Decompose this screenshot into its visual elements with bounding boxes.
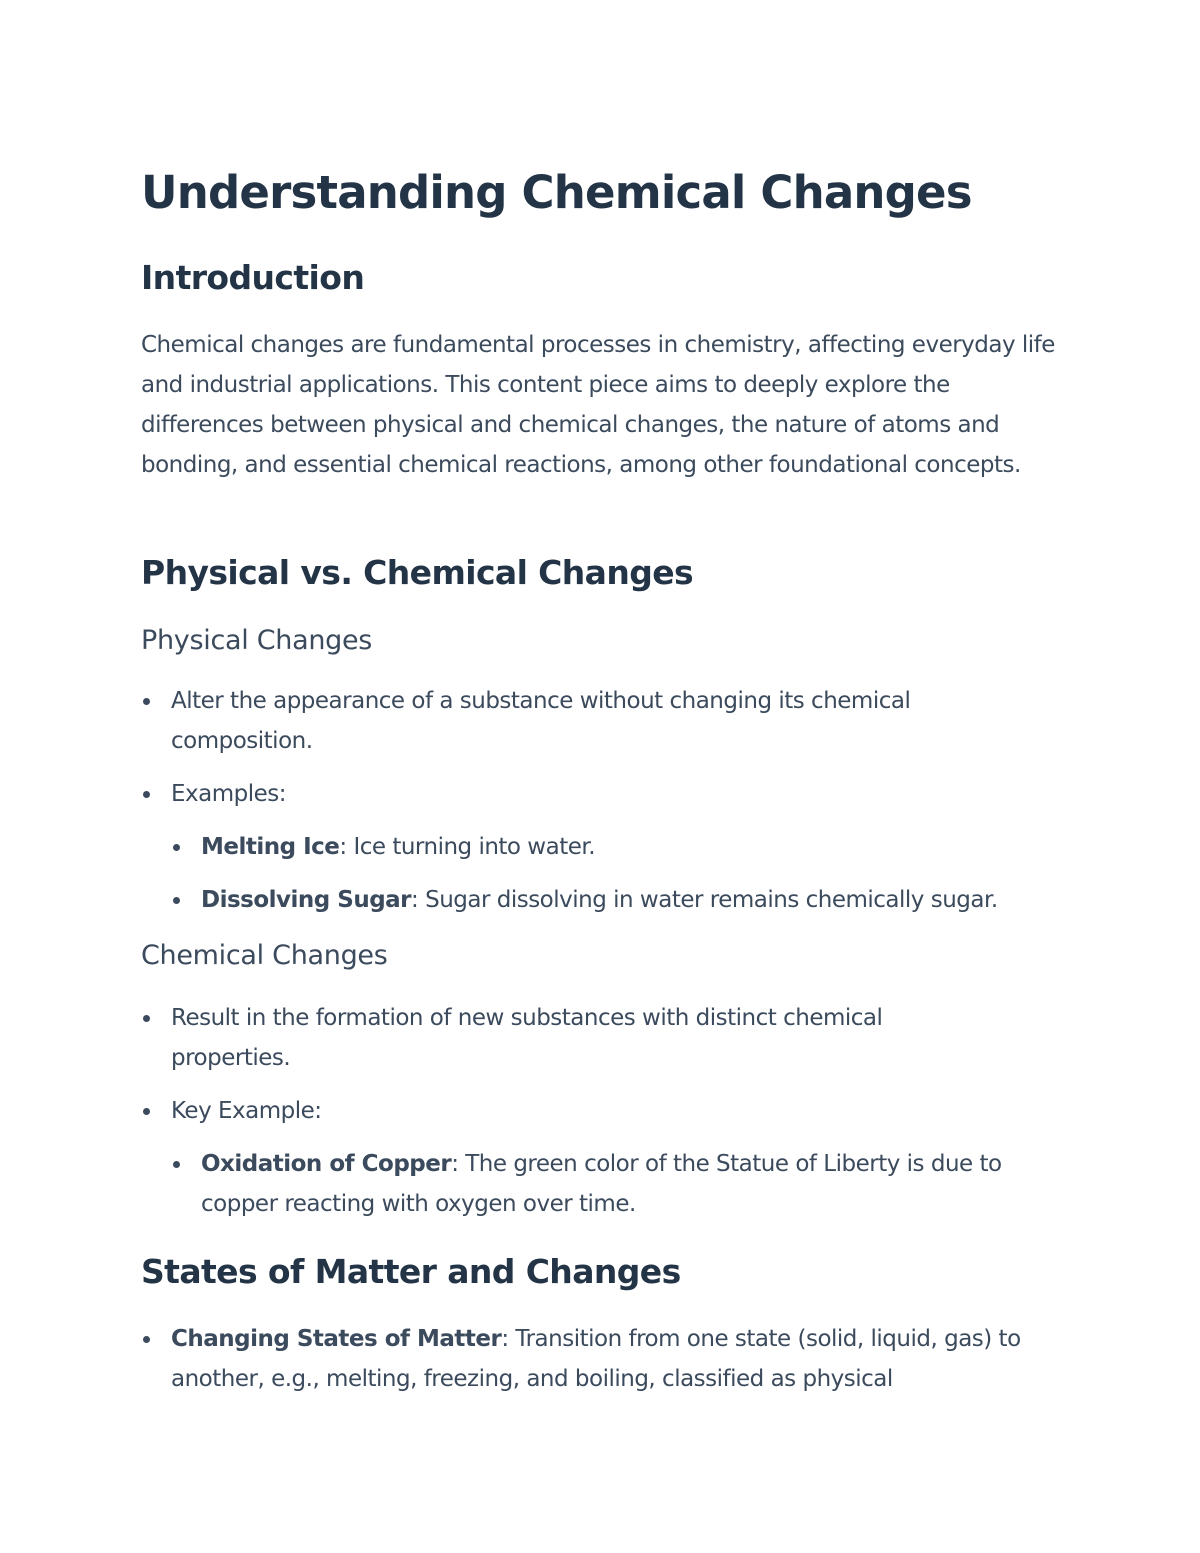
subsection-heading-physical-changes: Physical Changes bbox=[141, 625, 373, 656]
list-item bbox=[171, 827, 1061, 867]
example-description: : Ice turning into water. bbox=[339, 834, 596, 860]
states-of-matter-list bbox=[141, 1319, 1061, 1412]
example-term: Melting Ice bbox=[201, 834, 340, 860]
example-term: Oxidation of Copper bbox=[201, 1151, 452, 1177]
chemical-changes-list bbox=[141, 998, 1061, 1237]
list-item bbox=[171, 1144, 1046, 1224]
list-item bbox=[171, 880, 1061, 920]
section-heading-physical-vs-chemical: Physical vs. Chemical Changes bbox=[141, 553, 694, 592]
list-item-description: : Transition from one state (solid, liquid, gas) to another, e.g., melting, freezing, and boiling, classified as physical bbox=[171, 1326, 1021, 1392]
example-term: Dissolving Sugar bbox=[201, 887, 412, 913]
document-title: Understanding Chemical Changes bbox=[141, 166, 972, 219]
list-item-text: Key Example: bbox=[171, 1098, 322, 1124]
list-item bbox=[141, 1319, 1061, 1399]
example-description: : Sugar dissolving in water remains chemically sugar. bbox=[411, 887, 998, 913]
subsection-heading-chemical-changes: Chemical Changes bbox=[141, 940, 388, 971]
list-item-text: Alter the appearance of a substance without changing its chemical composition. bbox=[171, 688, 911, 754]
list-item bbox=[141, 1091, 1061, 1131]
list-item bbox=[141, 681, 1001, 761]
list-item-text: Result in the formation of new substances with distinct chemical properties. bbox=[171, 1005, 883, 1071]
section-heading-states-of-matter: States of Matter and Changes bbox=[141, 1252, 681, 1291]
list-item-text: Examples: bbox=[171, 781, 287, 807]
physical-changes-list bbox=[141, 681, 1061, 933]
list-item bbox=[141, 774, 1061, 814]
introduction-paragraph: Chemical changes are fundamental processes in chemistry, affecting everyday life and industrial applications. This content piece aims to deeply explore the differences between physical and chemical changes, the nature of atoms and bonding, and essential chemical reactions, among other foundational concepts. bbox=[141, 332, 1055, 478]
section-heading-introduction: Introduction bbox=[141, 258, 365, 297]
list-item bbox=[141, 998, 1001, 1078]
list-item-term: Changing States of Matter bbox=[171, 1326, 502, 1352]
example-description: : The green color of the Statue of Liberty is due to copper reacting with oxygen over time. bbox=[201, 1151, 1002, 1217]
